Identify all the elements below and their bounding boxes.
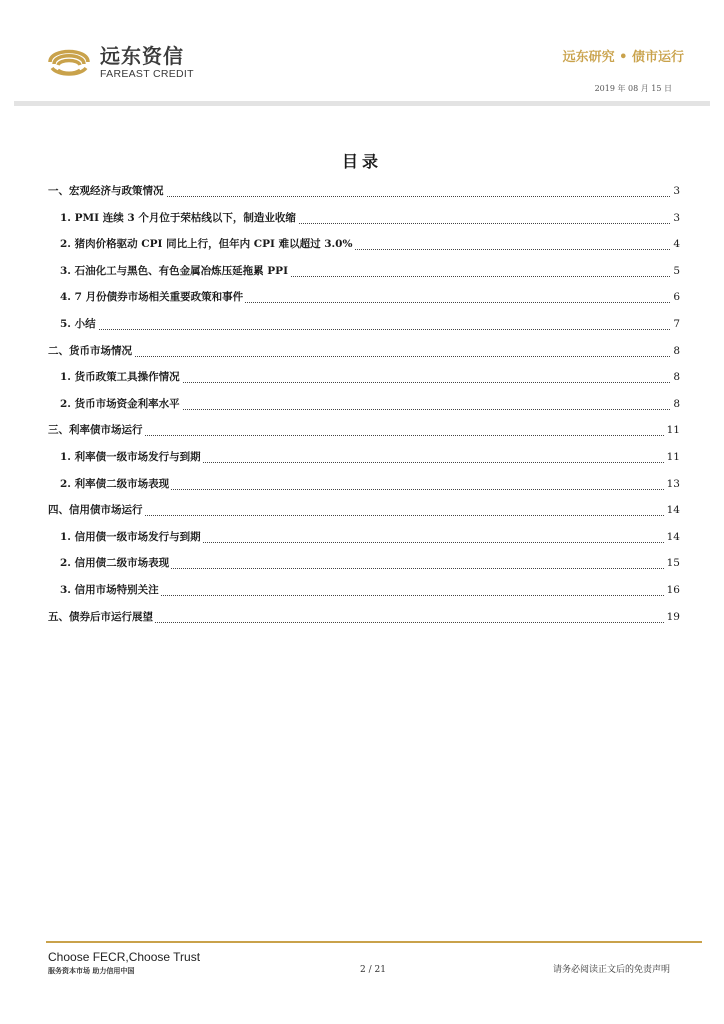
toc-entry-label: 2. 货币市场资金利率水平 <box>60 397 180 410</box>
toc-entry-page: 8 <box>673 344 680 357</box>
toc-entry-section-3[interactable] <box>0 419 724 446</box>
toc-entry-1-4[interactable] <box>0 286 724 313</box>
toc-entry-page: 6 <box>673 291 680 304</box>
toc-entry-page: 16 <box>666 583 680 596</box>
brand-name-en: FAREAST CREDIT <box>100 68 194 80</box>
toc-entry-2-1[interactable] <box>0 366 724 393</box>
brand-name-cn: 远东资信 <box>100 44 184 68</box>
toc-entry-label: 4. 7 月份债券市场相关重要政策和事件 <box>60 291 244 304</box>
toc-entry-2-2[interactable] <box>0 393 724 420</box>
toc-leader <box>48 355 672 357</box>
toc-entry-page: 14 <box>666 504 680 517</box>
toc-entry-section-1[interactable] <box>0 180 724 207</box>
toc-entry-4-3[interactable] <box>0 579 724 606</box>
toc-entry-page: 11 <box>666 424 680 437</box>
toc-entry-label: 2. 信用债二级市场表现 <box>60 557 170 570</box>
toc-entry-label: 1. 信用债一级市场发行与到期 <box>60 530 201 543</box>
header-divider <box>14 101 710 106</box>
toc-entry-1-5[interactable] <box>0 313 724 340</box>
toc-entry-label: 一、宏观经济与政策情况 <box>48 185 164 197</box>
toc-leader <box>60 328 672 330</box>
toc-entry-page: 19 <box>666 610 680 623</box>
toc-entry-page: 15 <box>666 557 680 570</box>
disclaimer-note: 请务必阅读正文后的免责声明 <box>552 965 670 975</box>
table-of-contents <box>0 180 724 632</box>
toc-title: 目录 <box>341 152 382 171</box>
toc-entry-label: 5. 小结 <box>60 317 96 330</box>
toc-entry-page: 4 <box>673 238 680 251</box>
toc-entry-label: 三、利率债市场运行 <box>48 424 143 437</box>
toc-entry-4-2[interactable] <box>0 552 724 579</box>
toc-entry-page: 11 <box>666 450 680 463</box>
toc-entry-1-1[interactable] <box>0 207 724 234</box>
toc-entry-label: 1. PMI 连续 3 个月位于荣枯线以下，制造业收缩 <box>60 211 296 224</box>
toc-entry-3-1[interactable] <box>0 446 724 473</box>
toc-entry-page: 14 <box>666 530 680 543</box>
page-number: 2 / 21 <box>360 965 386 975</box>
toc-entry-section-4[interactable] <box>0 499 724 526</box>
toc-entry-label: 2. 猪肉价格驱动 CPI 同比上行，但年内 CPI 难以超过 3.0% <box>60 238 353 251</box>
report-date: 2019 年 08 月 15 日 <box>594 84 672 93</box>
toc-entry-page: 7 <box>673 317 680 330</box>
toc-entry-label: 2. 利率债二级市场表现 <box>60 477 170 490</box>
footer-subslogan: 服务资本市场 助力信用中国 <box>48 966 135 975</box>
report-series-title: 远东研究 • 债市运行 <box>562 50 684 65</box>
toc-entry-section-2[interactable] <box>0 340 724 367</box>
toc-entry-label: 1. 利率债一级市场发行与到期 <box>60 450 201 463</box>
toc-entry-4-1[interactable] <box>0 526 724 553</box>
toc-entry-page: 5 <box>673 264 680 277</box>
toc-entry-label: 二、货币市场情况 <box>48 344 132 357</box>
toc-entry-1-2[interactable] <box>0 233 724 260</box>
toc-entry-page: 8 <box>673 397 680 410</box>
toc-entry-1-3[interactable] <box>0 260 724 287</box>
fareast-credit-logo-icon <box>44 40 94 80</box>
toc-entry-label: 1. 货币政策工具操作情况 <box>60 371 180 384</box>
toc-entry-label: 3. 信用市场特别关注 <box>60 583 159 596</box>
toc-entry-label: 3. 石油化工与黑色、有色金属冶炼压延拖累 PPI <box>60 264 288 277</box>
toc-entry-page: 13 <box>666 477 680 490</box>
toc-entry-section-5[interactable] <box>0 606 724 633</box>
toc-entry-3-2[interactable] <box>0 473 724 500</box>
toc-entry-label: 五、债券后市运行展望 <box>48 610 153 623</box>
toc-entry-page: 3 <box>673 185 680 197</box>
footer-divider <box>46 941 702 943</box>
footer-slogan: Choose FECR,Choose Trust <box>48 950 201 964</box>
toc-entry-label: 四、信用债市场运行 <box>48 504 143 517</box>
toc-entry-page: 3 <box>673 211 680 224</box>
toc-entry-page: 8 <box>673 371 680 384</box>
